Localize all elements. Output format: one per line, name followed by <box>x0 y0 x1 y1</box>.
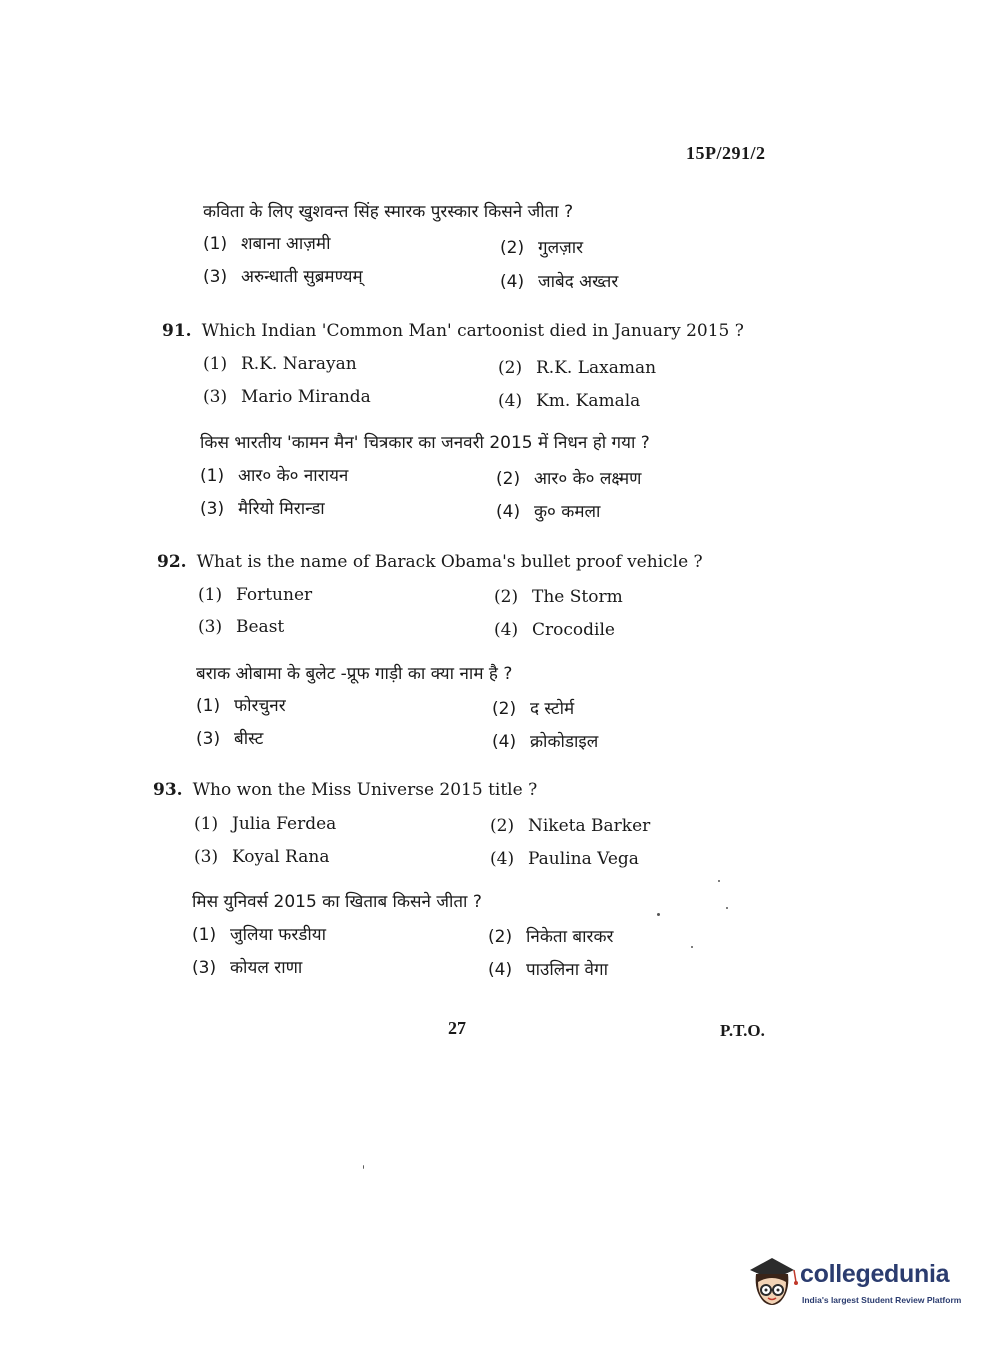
q91-hindi-option-3: (3) मैरियो मिरान्डा <box>200 499 325 519</box>
q93-option-4: (4) Paulina Vega <box>490 849 639 869</box>
q93-option-1: (1) Julia Ferdea <box>194 814 337 834</box>
q93-question: 93. Who won the Miss Universe 2015 title ? <box>153 780 538 800</box>
paper-code: 15P/291/2 <box>686 143 766 163</box>
q91-option-4: (4) Km. Kamala <box>498 391 641 411</box>
q91-hindi-option-1: (1) आर० के० नारायन <box>200 466 349 486</box>
logo-name: collegedunia <box>800 1260 950 1288</box>
q93-hindi-option-3: (3) कोयल राणा <box>192 958 303 978</box>
scan-speck <box>691 946 693 948</box>
scan-speck <box>657 913 660 916</box>
q90-hindi-option-1: (1) शबाना आज़मी <box>203 234 331 254</box>
q91-hindi-option-2: (2) आर० के० लक्ष्मण <box>496 469 642 489</box>
q92-hindi-option-3: (3) बीस्ट <box>196 729 264 749</box>
q91-option-1: (1) R.K. Narayan <box>203 354 357 374</box>
collegedunia-logo <box>742 1252 972 1312</box>
q92-hindi-option-4: (4) क्रोकोडाइल <box>492 732 599 752</box>
q90-hindi-text: कविता के लिए खुशवन्त सिंह स्मारक पुरस्कार किसने जीता ? <box>203 202 574 222</box>
q93-hindi-option-1: (1) जुलिया फरडीया <box>192 925 327 945</box>
q92-option-3: (3) Beast <box>198 617 285 637</box>
q92-question: 92. What is the name of Barack Obama's bullet proof vehicle ? <box>157 552 703 572</box>
scan-speck <box>718 880 720 882</box>
q90-hindi-option-2: (2) गुलज़ार <box>500 238 584 258</box>
q93-option-2: (2) Niketa Barker <box>490 816 651 836</box>
q92-option-1: (1) Fortuner <box>198 585 313 605</box>
q92-option-2: (2) The Storm <box>494 587 623 607</box>
q92-hindi-text: बराक ओबामा के बुलेट -प्रूफ गाड़ी का क्या नाम है ? <box>196 664 513 684</box>
page-number: 27 <box>448 1018 466 1038</box>
q93-hindi-option-2: (2) निकेता बारकर <box>488 927 614 947</box>
q92-hindi-option-1: (1) फोरचुनर <box>196 696 286 716</box>
scan-speck <box>726 907 728 909</box>
q90-hindi-option-4: (4) जाबेद अख्तर <box>500 272 619 292</box>
pto-label: P.T.O. <box>720 1021 765 1040</box>
q93-hindi-text: मिस युनिवर्स 2015 का खिताब किसने जीता ? <box>192 892 482 912</box>
scan-speck <box>363 1165 364 1169</box>
mascot-icon <box>742 1252 802 1312</box>
q91-option-2: (2) R.K. Laxaman <box>498 358 657 378</box>
q91-question: 91. Which Indian 'Common Man' cartoonist died in January 2015 ? <box>162 321 744 341</box>
q92-hindi-option-2: (2) द स्टोर्म <box>492 699 575 719</box>
q93-hindi-option-4: (4) पाउलिना वेगा <box>488 960 608 980</box>
q91-hindi-text: किस भारतीय 'कामन मैन' चित्रकार का जनवरी 2015 में निधन हो गया ? <box>200 433 650 453</box>
q90-hindi-option-3: (3) अरुन्धाती सुब्रमण्यम् <box>203 267 363 287</box>
q93-option-3: (3) Koyal Rana <box>194 847 330 867</box>
q91-hindi-option-4: (4) कु० कमला <box>496 502 601 522</box>
q92-option-4: (4) Crocodile <box>494 620 615 640</box>
q91-option-3: (3) Mario Miranda <box>203 387 371 407</box>
logo-tagline: India's largest Student Review Platform <box>802 1295 962 1305</box>
